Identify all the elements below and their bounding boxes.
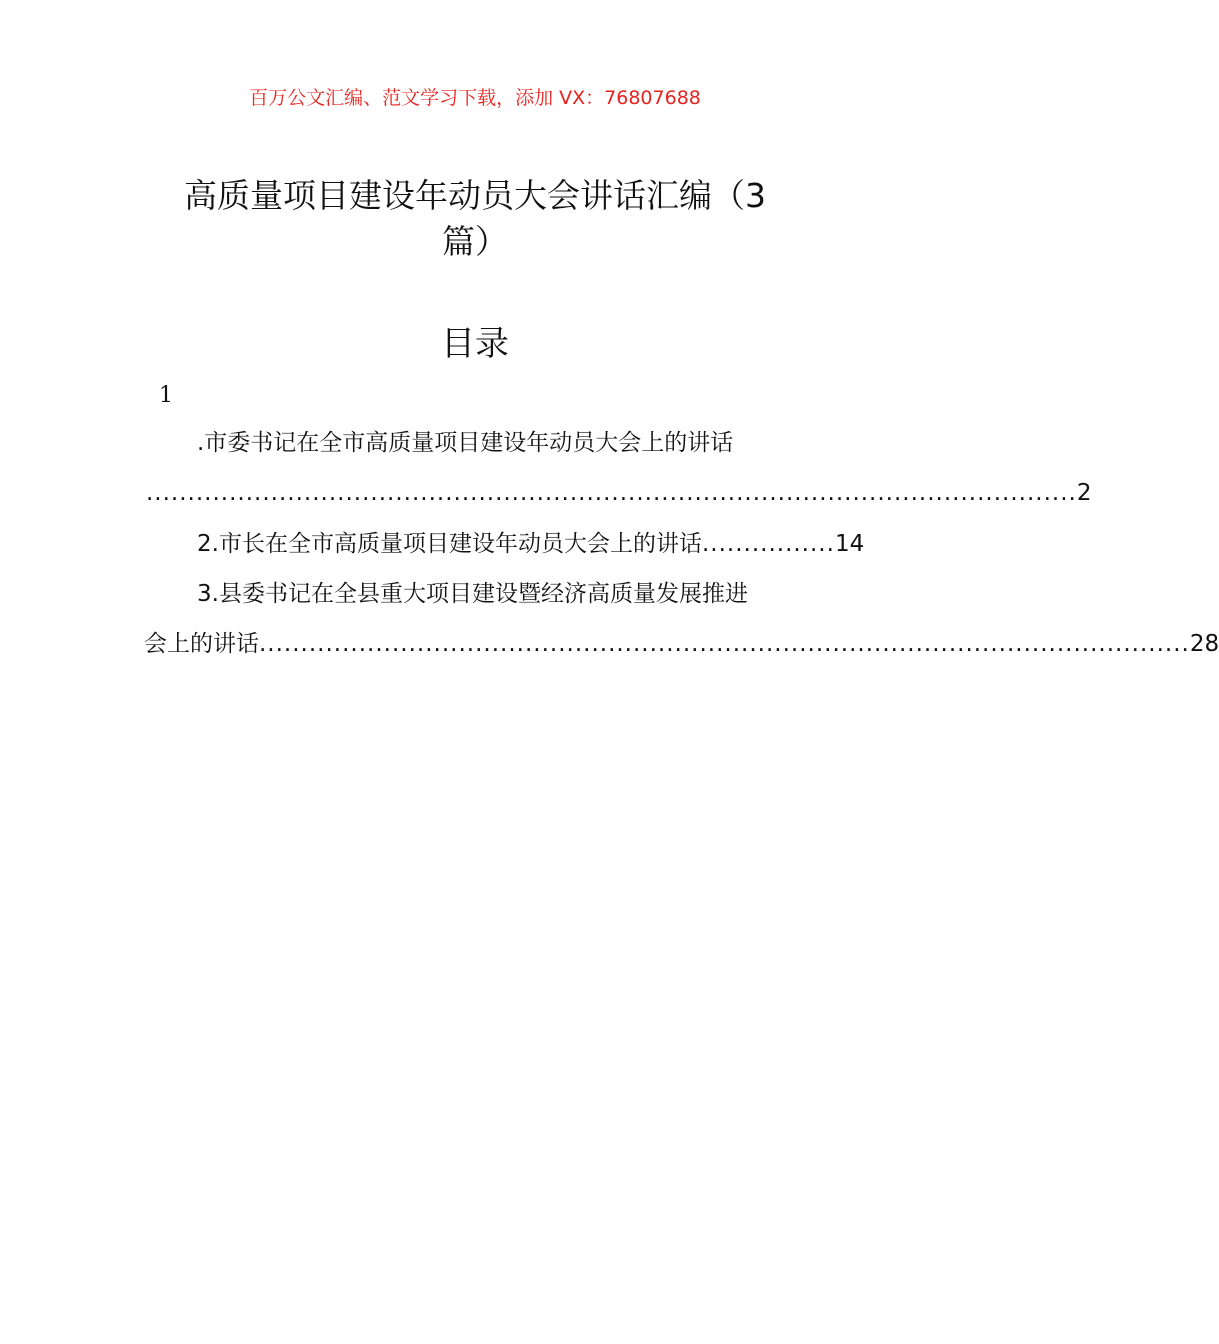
toc-entry-2-leader: ................ [701, 531, 835, 557]
toc-entry-3-text-line-1[interactable]: 3.县委书记在全县重大项目建设暨经济高质量发展推进 [197, 581, 748, 607]
header-watermark-note: 百万公文汇编、范文学习下载，添加 VX：76807688 [249, 87, 701, 109]
document-title [150, 176, 800, 261]
document-title-line-2: 篇） [442, 222, 508, 261]
toc-entry-3-text-line-2: 会上的讲话 [144, 631, 259, 657]
toc-entry-2[interactable] [197, 527, 865, 561]
toc-entry-2-text: 2.市长在全市高质量项目建设年动员大会上的讲话 [197, 531, 702, 557]
toc-entry-3-page: 28 [1189, 631, 1219, 657]
toc-entry-1-leader-row[interactable] [146, 476, 1092, 510]
toc-entry-1-text[interactable]: .市委书记在全市高质量项目建设年动员大会上的讲话 [197, 430, 734, 456]
toc-entry-1-number: 1 [159, 383, 173, 408]
toc-entry-1-page: 2 [1076, 480, 1092, 506]
document-title-line-1: 高质量项目建设年动员大会讲话汇编（3 [184, 176, 766, 215]
toc-entry-3-leader: ................................................................................................................ [259, 631, 1190, 657]
toc-heading: 目录 [441, 324, 509, 364]
toc-entry-3-leader-row[interactable] [144, 627, 1219, 661]
toc-entry-2-page: 14 [834, 531, 865, 557]
toc-entry-1-leader: ................................................................................................................ [146, 480, 1077, 506]
